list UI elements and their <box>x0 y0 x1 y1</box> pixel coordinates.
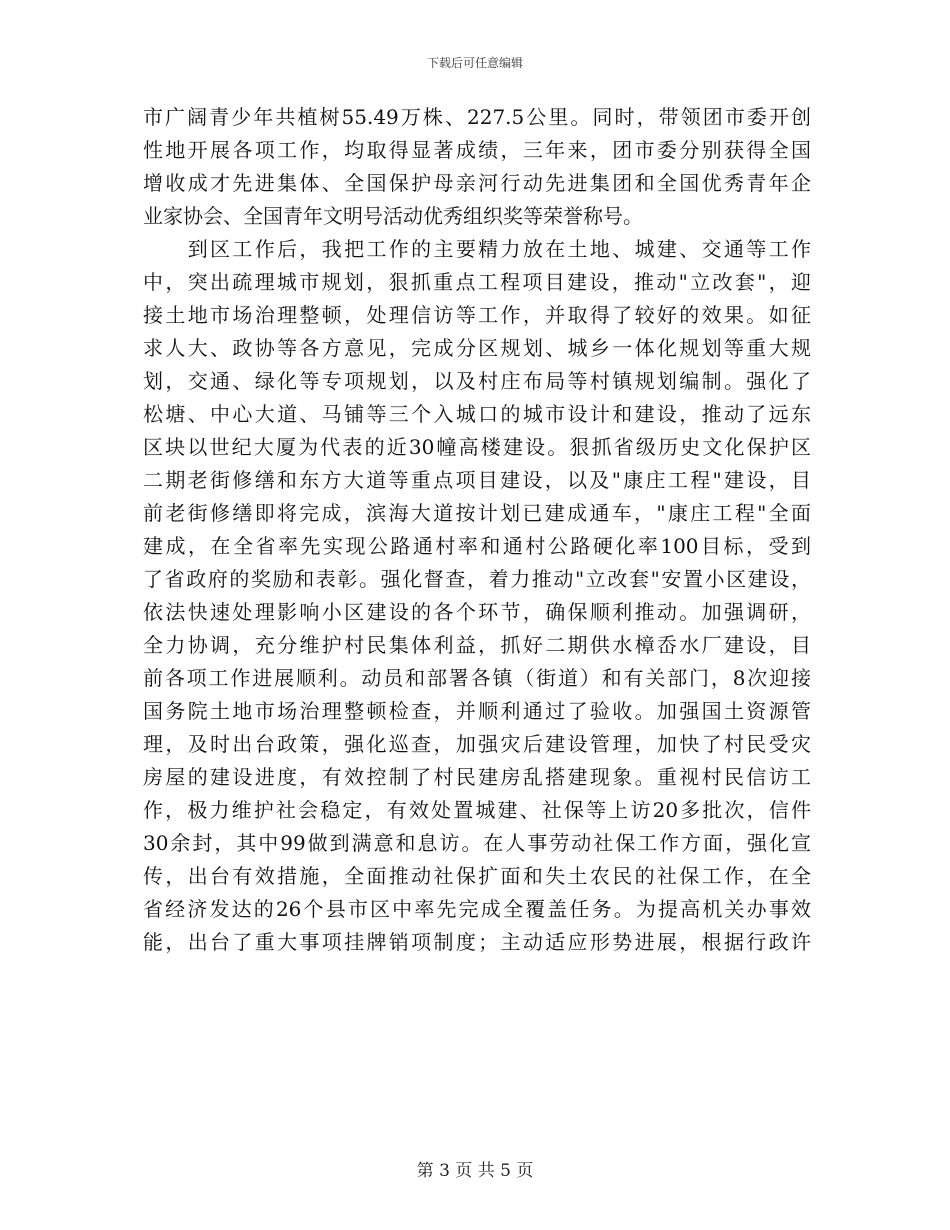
text-line: 了省政府的奖励和表彰。强化督查，着力推动"立改套"安置小区建设， <box>143 567 811 591</box>
text-line: 接土地市场治理整顿，处理信访等工作，并取得了较好的效果。如征 <box>143 303 811 327</box>
text-line: 作，极力维护社会稳定，有效处置城建、社保等上访20多批次，信件 <box>143 798 811 822</box>
text-line: 能，出台了重大事项挂牌销项制度；主动适应形势进展，根据行政许 <box>143 930 811 954</box>
text-line: 依法快速处理影响小区建设的各个环节，确保顺利推动。加强调研， <box>143 600 811 624</box>
text-line: 业家协会、全国青年文明号活动优秀组织奖等荣誉称号。 <box>143 204 643 228</box>
text-line: 市广阔青少年共植树55.49万株、227.5公里。同时，带领团市委开创 <box>143 105 811 129</box>
page-footer: 第 3 页 共 5 页 <box>416 1161 534 1181</box>
text-line: 30余封，其中99做到满意和息访。在人事劳动社保工作方面，强化宣 <box>143 831 811 855</box>
text-line: 划，交通、绿化等专项规划，以及村庄布局等村镇规划编制。强化了 <box>143 369 811 393</box>
text-line: 全力协调，充分维护村民集体利益，抓好二期供水樟岙水厂建设，目 <box>143 633 811 657</box>
text-line: 松塘、中心大道、马铺等三个入城口的城市设计和建设，推动了远东 <box>143 402 811 426</box>
text-line: 省经济发达的26个县市区中率先完成全覆盖任务。为提高机关办事效 <box>143 897 811 921</box>
text-line: 增收成才先进集体、全国保护母亲河行动先进集团和全国优秀青年企 <box>143 171 811 195</box>
text-line: 理，及时出台政策，强化巡查，加强灾后建设管理，加快了村民受灾 <box>143 732 811 756</box>
text-line: 传，出台有效措施，全面推动社保扩面和失土农民的社保工作，在全 <box>143 864 811 888</box>
text-line: 性地开展各项工作，均取得显著成绩，三年来，团市委分别获得全国 <box>143 138 811 162</box>
body-text <box>143 101 811 959</box>
text-line: 中，突出疏理城市规划，狠抓重点工程项目建设，推动"立改套"，迎 <box>143 270 811 294</box>
text-line: 二期老街修缮和东方大道等重点项目建设，以及"康庄工程"建设，目 <box>143 468 811 492</box>
page-header: 下载后可任意编辑 <box>426 56 523 70</box>
text-line: 到区工作后，我把工作的主要精力放在土地、城建、交通等工作 <box>143 237 811 261</box>
text-line: 国务院土地市场治理整顿检查，并顺利通过了验收。加强国土资源管 <box>143 699 811 723</box>
text-line: 前老街修缮即将完成，滨海大道按计划已建成通车，"康庄工程"全面 <box>143 501 811 525</box>
text-line: 区块以世纪大厦为代表的近30幢高楼建设。狠抓省级历史文化保护区 <box>143 435 811 459</box>
text-line: 房屋的建设进度，有效控制了村民建房乱搭建现象。重视村民信访工 <box>143 765 811 789</box>
text-line: 求人大、政协等各方意见，完成分区规划、城乡一体化规划等重大规 <box>143 336 811 360</box>
text-line: 建成，在全省率先实现公路通村率和通村公路硬化率100目标，受到 <box>143 534 811 558</box>
text-line: 前各项工作进展顺利。动员和部署各镇（街道）和有关部门，8次迎接 <box>143 666 811 690</box>
